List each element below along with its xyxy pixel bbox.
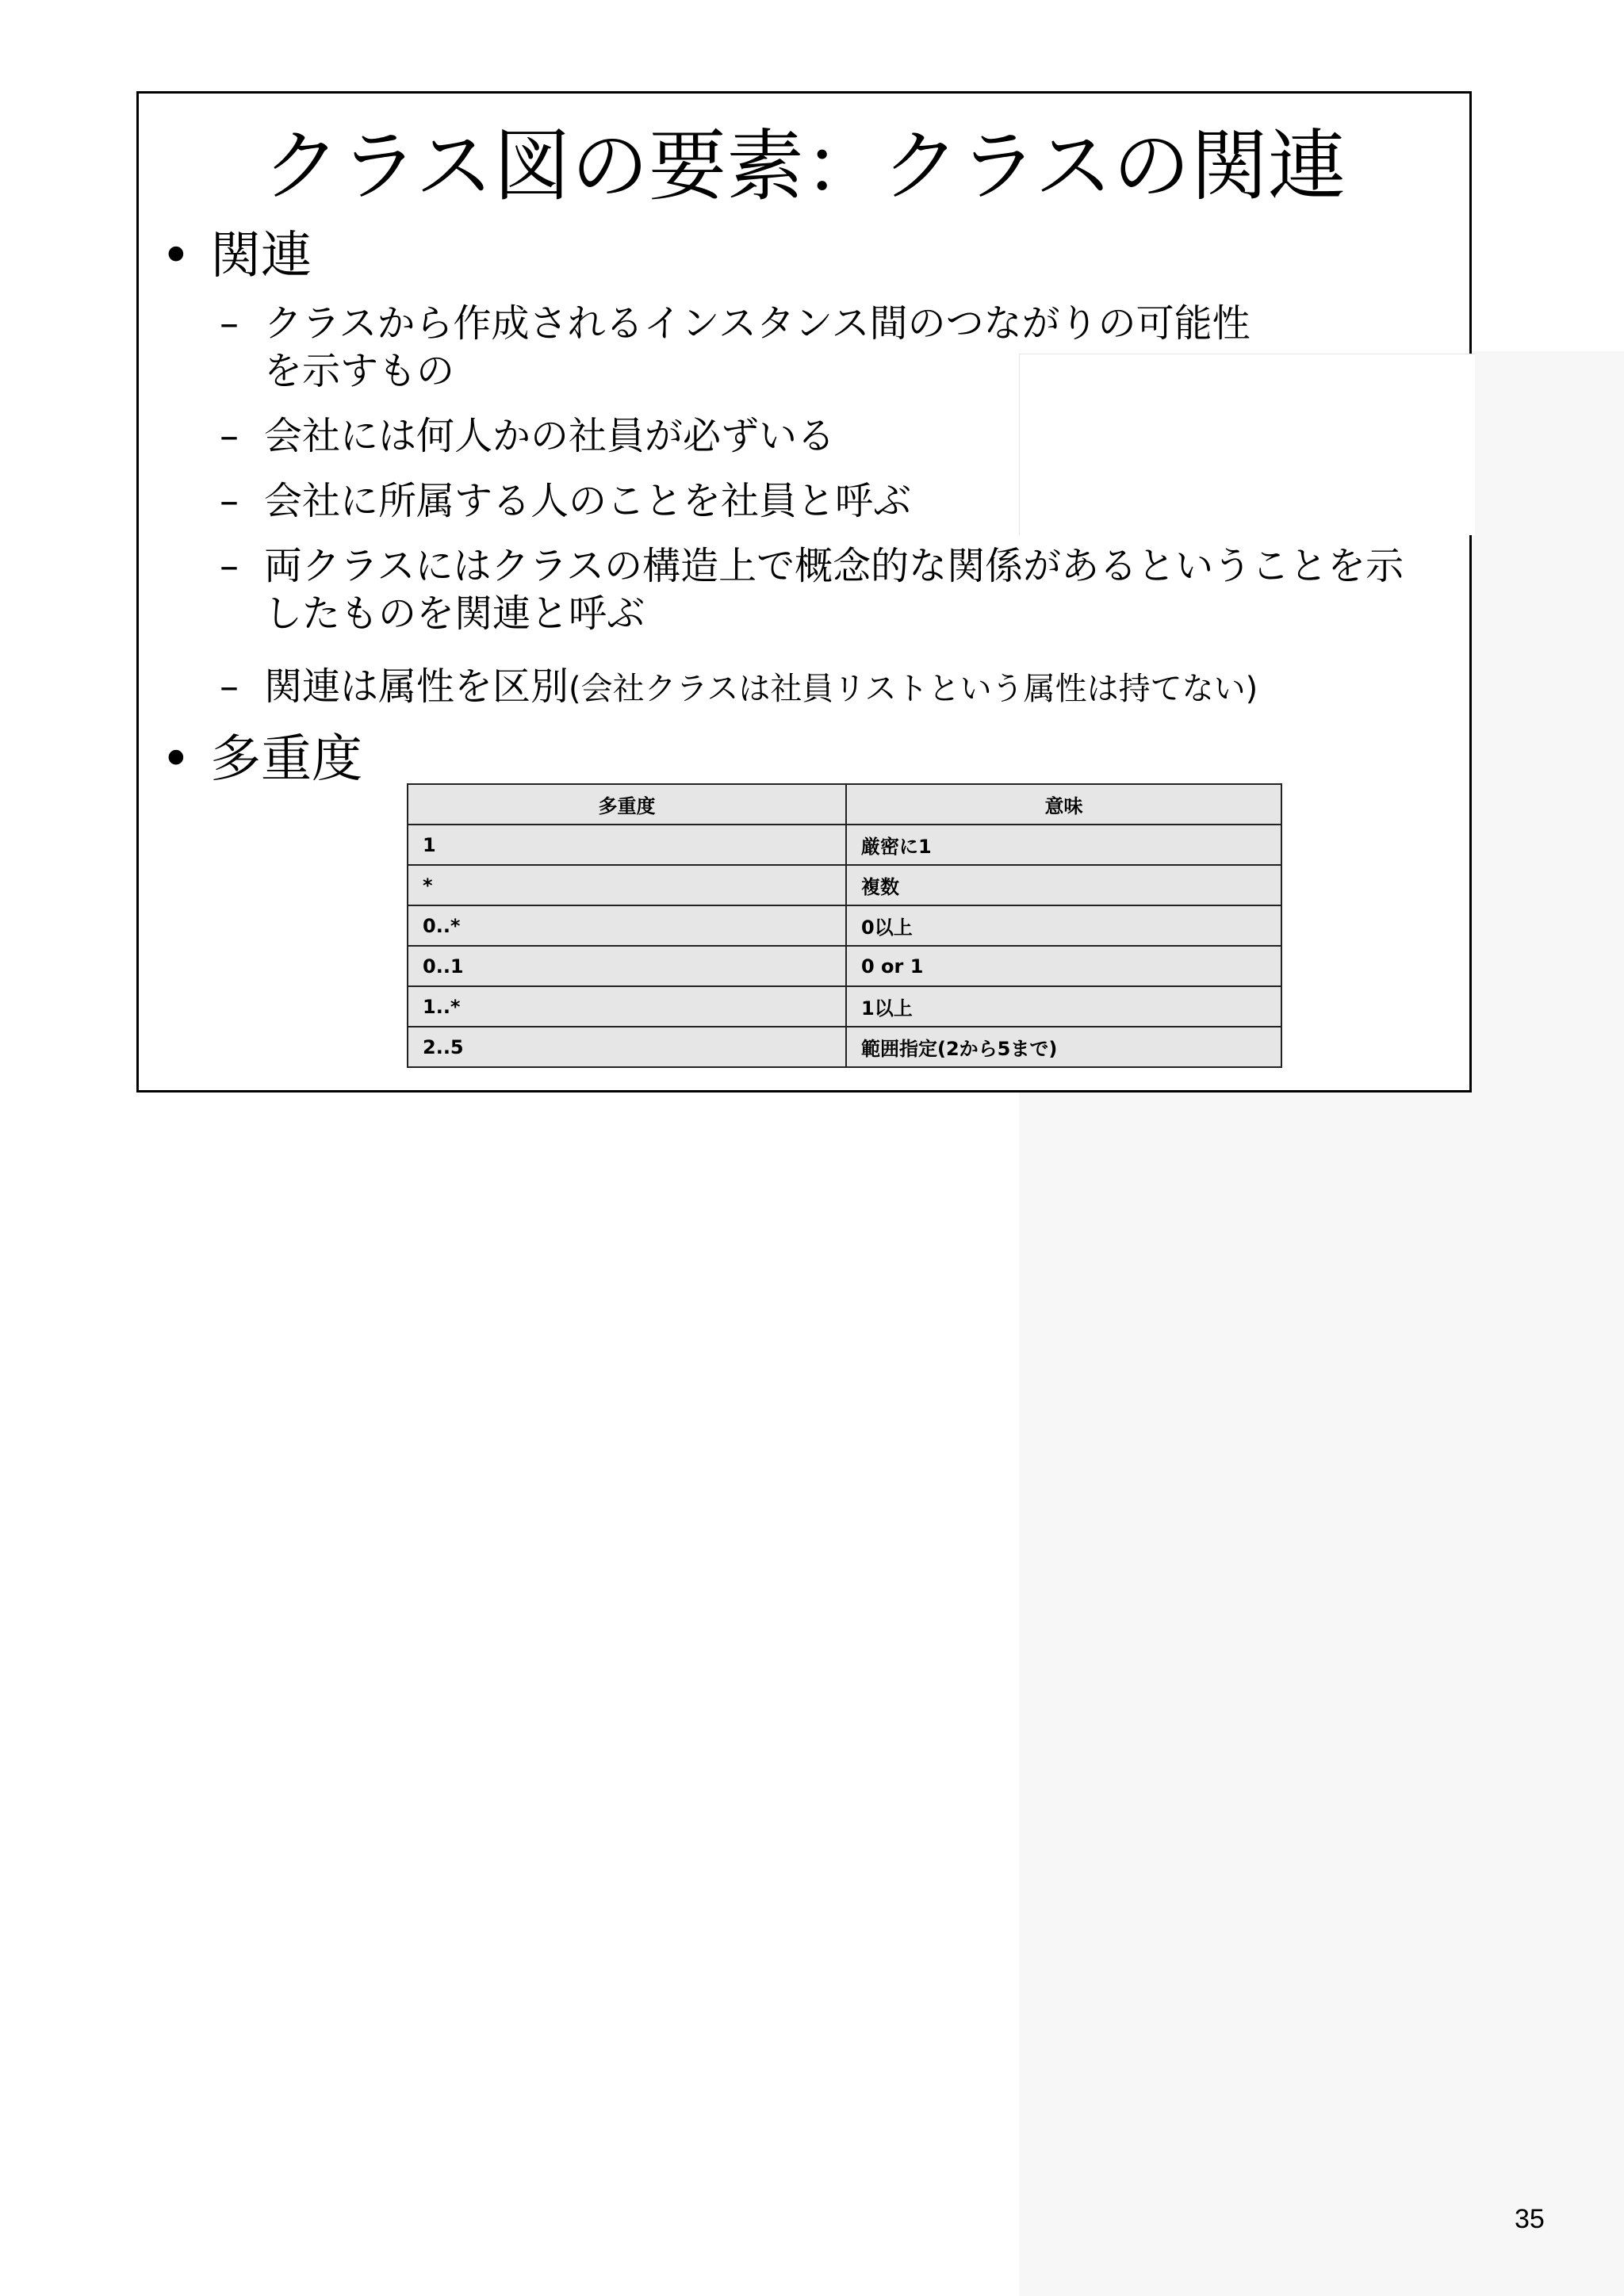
table-cell: *	[408, 865, 846, 905]
table-cell: 1	[408, 825, 846, 865]
slide-frame	[136, 91, 1472, 1093]
sub-item	[220, 542, 1433, 637]
sub-marker: –	[220, 479, 239, 523]
sub-item-text: クラスから作成されるインスタンス間のつながりの可能性を示すもの	[264, 301, 1251, 393]
sub-item-note: (会社クラスは社員リストという属性は持てない)	[569, 671, 1258, 707]
table-cell: 2..5	[408, 1027, 846, 1067]
table-row	[408, 905, 1281, 946]
bullet-association	[161, 224, 312, 288]
sub-item-text: 会社に所属する人のことを社員と呼ぶ	[264, 479, 912, 523]
table-row	[408, 986, 1281, 1027]
table-cell: 複数	[846, 865, 1281, 905]
sub-marker: –	[220, 544, 239, 588]
table-header: 多重度	[408, 784, 846, 825]
sub-marker: –	[220, 301, 239, 346]
table-cell: 1..*	[408, 986, 846, 1027]
bullet-label: 関連	[210, 227, 312, 285]
embedded-thumbnail	[1019, 354, 1475, 535]
table-cell: 0 or 1	[846, 946, 1281, 986]
table-row	[408, 1027, 1281, 1067]
multiplicity-table	[407, 783, 1282, 1068]
slide-title: クラス図の要素：クラスの関連	[262, 121, 1346, 212]
table-cell: 0..1	[408, 946, 846, 986]
sub-marker: –	[220, 414, 239, 458]
table-row	[408, 865, 1281, 905]
sub-item-text: 関連は属性を区別	[264, 664, 569, 709]
table-cell: 0..*	[408, 905, 846, 946]
table-row	[408, 825, 1281, 865]
bullet-marker: •	[161, 227, 191, 285]
bullet-marker: •	[161, 730, 191, 789]
sub-marker: –	[220, 664, 239, 709]
table-header-row	[408, 784, 1281, 825]
bullet-multiplicity	[161, 728, 362, 791]
bullet-label: 多重度	[210, 730, 362, 789]
sub-item-text: 会社には何人かの社員が必ずいる	[264, 414, 836, 458]
sub-item	[220, 663, 1441, 713]
table-header: 意味	[846, 784, 1281, 825]
table-cell: 範囲指定(2から5まで)	[846, 1027, 1281, 1067]
table-cell: 0以上	[846, 905, 1281, 946]
table-cell: 1以上	[846, 986, 1281, 1027]
table-cell: 厳密に1	[846, 825, 1281, 865]
page-number: 35	[1515, 2204, 1545, 2234]
table-row	[408, 946, 1281, 986]
sub-item-text: 両クラスにはクラスの構造上で概念的な関係があるということを示したものを関連と呼ぶ	[264, 544, 1404, 636]
